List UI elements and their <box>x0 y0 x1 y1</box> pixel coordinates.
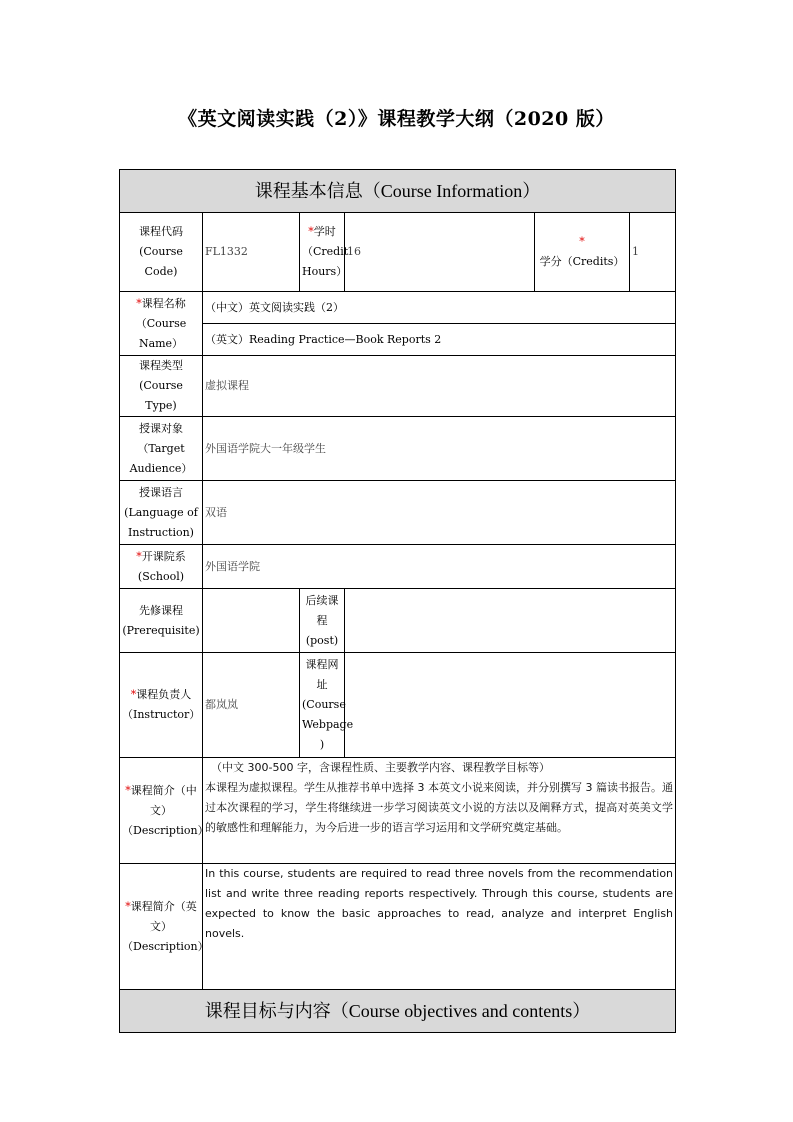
hours-label: *学时 （Credit Hours） <box>300 213 345 292</box>
instructor-label: *课程负责人 （Instructor） <box>120 653 203 758</box>
language-value: 双语 <box>203 481 676 545</box>
post-course-label: 后续课 程 (post) <box>300 589 345 653</box>
audience-label: 授课对象 （Target Audience） <box>120 417 203 481</box>
school-value: 外国语学院 <box>203 545 676 589</box>
course-name-en: （英文）Reading Practice—Book Reports 2 <box>203 324 676 356</box>
prerequisite-label: 先修课程 (Prerequisite) <box>120 589 203 653</box>
course-type-label: 课程类型 (Course Type) <box>120 356 203 417</box>
audience-value: 外国语学院大一年级学生 <box>203 417 676 481</box>
description-cn-label: *课程简介（中 文） （Description） <box>120 758 203 864</box>
description-cn-cell <box>203 758 676 864</box>
course-name-cn: （中文）英文阅读实践（2） <box>203 292 676 324</box>
school-label: *开课院系 (School) <box>120 545 203 589</box>
course-info-table <box>119 169 676 1033</box>
description-en-label: *课程简介（英 文） （Description） <box>120 864 203 990</box>
description-cn-text: 本课程为虚拟课程。学生从推荐书单中选择 3 本英文小说来阅读，并分别撰写 3 篇读书报告。通过本次课程的学习，学生将继续进一步学习阅读英文小说的方法以及阐释方式，提高对英美文学的敏感性和理解能力，为今后进一步的语言学习运用和文学研究奠定基础。 <box>205 781 674 834</box>
description-en-text: In this course, students are required to read three novels from the recommendation list and write three reading reports respectively. Through this course, students are expected to know the basic approaches to read, analyze and interpret English novels. <box>203 864 676 990</box>
instructor-value: 都岚岚 <box>203 653 300 758</box>
webpage-value <box>345 653 676 758</box>
hours-value: 16 <box>345 213 535 292</box>
language-label: 授课语言 (Language of Instruction) <box>120 481 203 545</box>
document-title: 《英文阅读实践（2）》课程教学大纲（2020 版） <box>178 108 615 130</box>
course-name-label: *课程名称 （Course Name） <box>120 292 203 356</box>
description-cn-note: （中文 300-500 字，含课程性质、主要教学内容、课程教学目标等） <box>211 761 550 774</box>
prerequisite-value <box>203 589 300 653</box>
course-code-label: 课程代码 (Course Code) <box>120 213 203 292</box>
course-type-value: 虚拟课程 <box>203 356 676 417</box>
webpage-label: 课程网 址 (Course Webpage ) <box>300 653 345 758</box>
section-header-course-info: 课程基本信息（Course Information） <box>120 170 676 213</box>
credits-value: 1 <box>630 213 676 292</box>
course-code-value: FL1332 <box>203 213 300 292</box>
credits-label: *学分（Credits） <box>535 213 630 292</box>
section-header-objectives: 课程目标与内容（Course objectives and contents） <box>120 990 676 1033</box>
post-course-value <box>345 589 676 653</box>
